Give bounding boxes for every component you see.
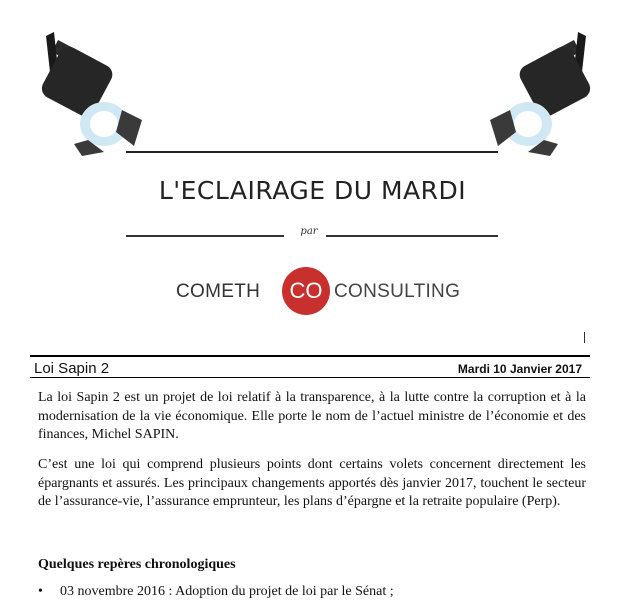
section-heading: Quelques repères chronologiques	[38, 557, 236, 572]
chronology-list	[38, 584, 394, 600]
brand-logo	[176, 267, 476, 317]
list-item-text: 03 novembre 2016 : Adoption du projet de loi par le Sénat ;	[60, 584, 394, 599]
document-date: Mardi 10 Janvier 2017	[457, 362, 582, 376]
document-title: Loi Sapin 2	[34, 360, 110, 377]
brand-name-left: COMETH	[176, 281, 261, 302]
paragraph-intro: La loi Sapin 2 est un projet de loi relatif à la transparence, à la lutte contre la corruption et à la modernisation de la vie économique. Elle porte le nom de l’actuel ministre de l’économie et des finances, Michel SAPIN.	[38, 390, 586, 442]
par-separator	[126, 228, 498, 244]
header-divider	[126, 151, 498, 153]
paragraph-details: C’est une loi qui comprend plusieurs points dont certains volets concernent directement les épargnants et assurés. Les principaux changements apportés dès janvier 2017, touchent le secteur de l’assurance-vie, l’assurance emprunteur, les plans d’épargne et la retraite populaire (Perp).	[38, 457, 586, 509]
brand-mark: CO	[282, 267, 330, 315]
document-header-rule	[30, 377, 590, 378]
spotlight-right-icon	[484, 28, 594, 163]
list-item	[38, 584, 394, 600]
par-line-right	[326, 235, 498, 237]
newsletter-title: L'ECLAIRAGE DU MARDI	[158, 176, 467, 205]
spotlight-left-icon	[38, 28, 148, 163]
brand-name-right: CONSULTING	[334, 281, 461, 302]
par-line-left	[126, 235, 284, 237]
bullet-icon: •	[38, 584, 43, 599]
par-label: par	[300, 226, 318, 237]
text-cursor	[584, 332, 585, 343]
